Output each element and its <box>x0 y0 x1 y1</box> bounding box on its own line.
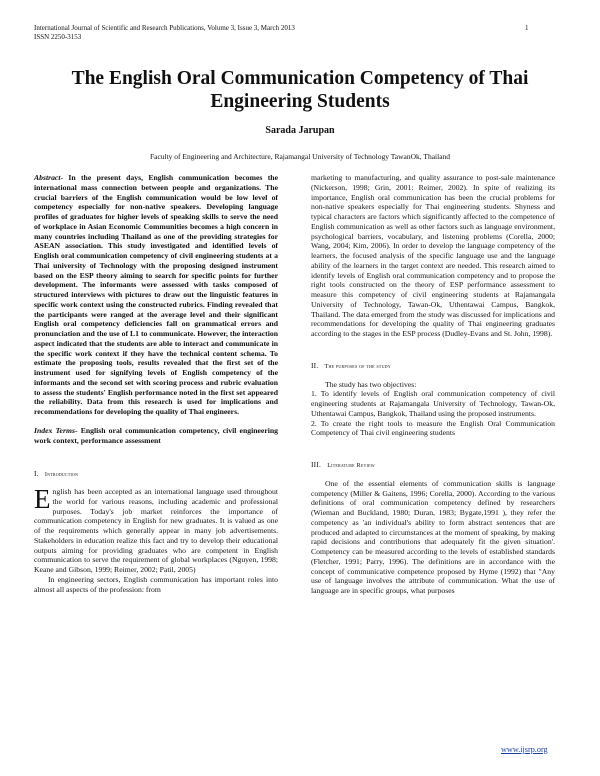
purposes-heading-text: The purposes of the study <box>324 362 391 370</box>
right-column <box>311 173 555 596</box>
purposes-heading <box>311 361 555 372</box>
author-name: Sarada Jarupan <box>265 125 335 136</box>
purposes-heading-number: II. <box>311 360 319 370</box>
abstract-paragraph <box>34 173 278 417</box>
dropcap-letter: E <box>34 484 51 514</box>
abstract-label: Abstract <box>34 173 61 182</box>
page-number: 1 <box>525 24 529 32</box>
intro-heading <box>34 469 278 480</box>
intro-continued-paragraph: marketing to manufacturing, and quality assurance to post-sale maintenance (Nickerson, 1998; Grin, 2001: Reimer, 2002). In spite of realizing its importance, English oral communication has been the crucial problems for non-native speakers especially for Thai engineering students. Shyness and typical characters are factors which significantly affected to the competence of English communication as well as other factors such as language environment, psychological barriers, vocabulary, and listening problems (Corella, 2000; Wang, 2004; Kim, 2006). In order to develop the language competency of the learners, the focused analysis of the specific language use and the language ability of the learners in the target context are needed. This research aimed to identify levels of English oral communication competency and to propose the right tools constructed on the theory of ESP performance assessment to measure this competency of civil engineering students at Rajamangala University of Technology, Tawan-Ok, Uthentawai Campus, Bangkok, Thailand. The data emerged from the study was discussed for implications and recommendations for developing the quality of Thai engineering graduates according to the stages in the ESP process (Dudley-Evans and St. John, 1998). <box>311 173 555 338</box>
affiliation: Faculty of Engineering and Architecture, Rajamangal University of Technology TawanOk, Thailand <box>149 152 451 161</box>
intro-heading-number: I. <box>34 469 39 479</box>
journal-website-link[interactable]: www.ijsrp.org <box>501 745 548 754</box>
index-terms-label: Index Terms <box>34 425 75 435</box>
objective-2: 2. To create the right tools to measure the English Oral Communication Competency of Thai civil engineering students <box>311 418 555 438</box>
issn-line: ISSN 2250-3153 <box>34 33 82 41</box>
intro-paragraph-1 <box>34 484 278 575</box>
paper-title: The English Oral Communication Competency of Thai Engineering Students <box>71 68 529 112</box>
literature-heading-number: III. <box>311 460 322 469</box>
purposes-intro: The study has two objectives: <box>325 379 417 389</box>
literature-heading-text: Literature Review <box>327 462 375 469</box>
index-terms-text: - English oral communication competency, civil engineering work context, performance assessment <box>34 425 278 445</box>
left-column <box>34 173 278 594</box>
running-header <box>34 24 295 42</box>
intro-text-1: nglish has been accepted as an international language used throughout the world for various reasons, including academic and professional purposes. Today's job market reinforces the importance of communication competency in English for new graduates. It is valued as one of the requirements which generally appear in many job advertisements. Stakeholders in education realize this fact and try to develop their educational outputs aiming for providing graduates who are competent in English communication to serve the requirement of global workplaces (Nguyen, 1998; Keane and Gibson, 1999; Reimer, 2002; Patil, 2005) <box>34 487 278 574</box>
journal-line: International Journal of Scientific and Research Publications, Volume 3, Issue 3, March 2013 <box>34 24 295 32</box>
abstract-text: - In the present days, English communication becomes the international mass connection between people and organizations. The crucial barriers of the English communication would be low level of competency especially for non-native speakers. Developing language profiles of graduates for higher levels of speaking skills to serve the need of workplace in Asian Economic Communities becomes a high concern in many countries including Thailand as one of the providing strategies for ASEAN association. This study investigated and identified levels of English oral communication competency of civil engineering students at a Thai university of Technology with the proposing designed instrument based on the ESP theory aiming to search for specific points for further development. The informants were assessed with tasks composed of structured interviews with pictures to draw out the linguistic features in specific work context using the constructed rubrics. Finding revealed that the participants were ranged at the average level and their significant English oral competency deficiencies fall on grammatical errors and pronunciation and the use of L1 to communicate. However, the interaction aspect indicated that the students are able to interact and communicate in the specific work context if they have the technical content schema. To estimate the proposing tools, results revealed that the first set of the instrument used for signifying levels of English competency of the informants and the second set with scoring process and rubric evaluation to assess the students' English performance noted in the first set appeared the reliability. Data from this research is used for implications and recommendations for developing the quality of Thai engineers. <box>34 173 278 416</box>
index-terms-paragraph <box>34 426 278 446</box>
intro-paragraph-2: In engineering sectors, English communication has important roles into almost all aspects of the profession: from <box>34 574 278 594</box>
literature-paragraph: One of the essential elements of communication skills is language competency (Miller & Gaitens, 1996; Corella, 2000). According to the various definitions of oral communication competency defined by researchers (Wieman and Buckland, 1980; Duran, 1983; Bygate,1991 ), they refer the competency as 'an individual's ability to form abstract sentences that are produced and adapted to circumstances at the moment of speaking, by making rapid decisions and contributions that adequately fit the given situation'. Competency can be measured according to the levels of established standards (Fletcher, 1991; Parry, 1996). The definitions are in accordance with the concept of communicative competence proposed by Hyme (1992) that "Any use of language involves the attribute of communication. What the use of language are in specific groups, what purposes <box>311 478 555 595</box>
objective-1: 1. To identify levels of English oral communication competency of civil engineering students at Rajamangala University of Technology, Tawan-Ok, Uthentawai Campus, Bangkok, Thailand using the proposed instruments. <box>311 389 555 418</box>
literature-heading <box>311 460 555 471</box>
intro-heading-text: Introduction <box>44 471 79 479</box>
